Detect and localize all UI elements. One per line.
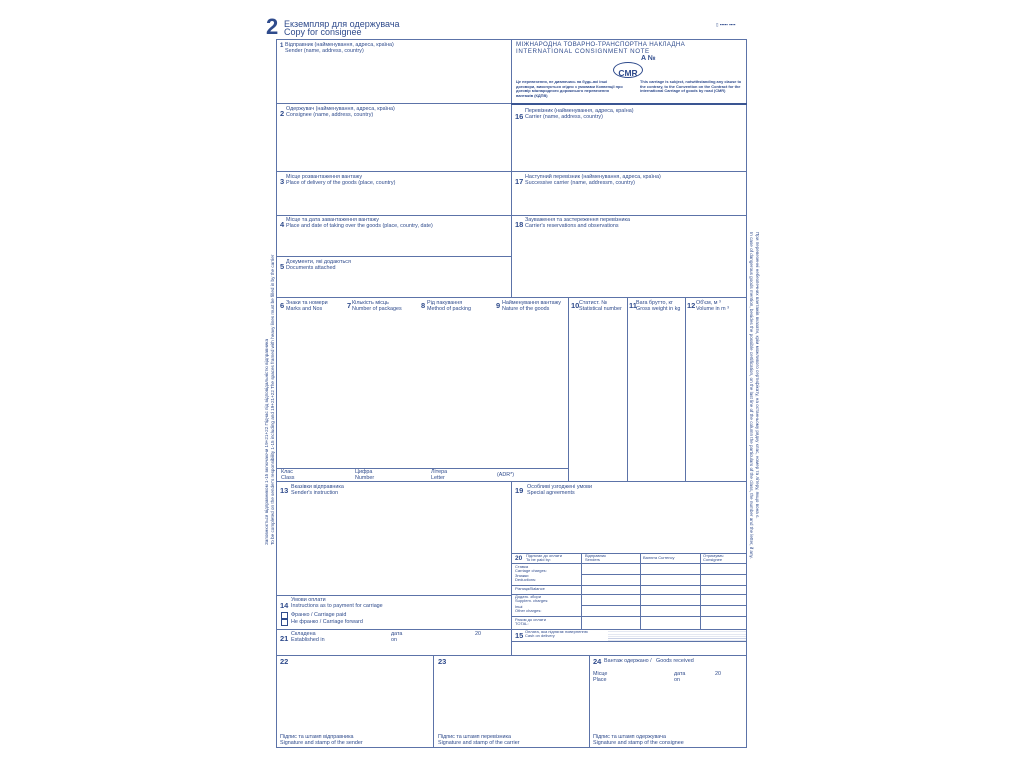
field-9-number: 9 <box>496 301 501 310</box>
consignment-number-label: A № <box>641 55 656 62</box>
side-note-left-en: To be completed on the sender's responsibility 1-15 including and 19+21+22 The spaces framed with heavy lines must be filled in by the carrier <box>270 254 275 545</box>
adr-number-ua: Цифра <box>355 469 373 475</box>
field-13-number: 13 <box>280 486 289 495</box>
established-date-input-area[interactable] <box>400 631 472 651</box>
field-21-label-ua: Складена <box>291 631 316 637</box>
top-right-code: ▯ ▪▪▪▪▪ ▪▪▪▪ <box>716 22 736 27</box>
divider-center-upper <box>511 39 512 297</box>
field-21-date-en: on <box>391 637 397 643</box>
adr-label: (ADR*) <box>497 472 515 478</box>
field-22-sig-en: Signature and stamp of the sender <box>280 740 363 746</box>
copy-label-en: Copy for consignee <box>284 27 362 37</box>
goods-col-10 <box>568 297 569 481</box>
field-5-label-en: Documents attached <box>286 265 336 271</box>
goods-col-11 <box>627 297 628 481</box>
divider-1-2 <box>276 103 512 104</box>
goods-description-input-area[interactable] <box>280 316 566 466</box>
row-balance: Різниця/Balance <box>515 586 545 591</box>
field-11-label-en: Gross weight in kg <box>636 306 681 312</box>
field-3-number: 3 <box>280 177 285 186</box>
field-22-number: 22 <box>280 657 289 666</box>
divider-signatures-top <box>276 655 747 656</box>
field-14-number: 14 <box>280 601 289 610</box>
field-12-label-ua: Об'єм, м ³ <box>696 300 721 306</box>
frame-bottom <box>276 747 747 748</box>
row-deductions-en: Deductions: <box>515 577 537 582</box>
field-8-label-en: Method of packing <box>427 306 472 312</box>
carriage-paid-checkbox[interactable] <box>281 612 288 619</box>
field-3-label-ua: Місце розвантаження вантажу <box>286 174 363 180</box>
established-in-input-area[interactable] <box>322 631 388 651</box>
field-1-label-ua: Відправник (найменування, адреса, країна) <box>285 42 394 48</box>
field-23-number: 23 <box>438 657 447 666</box>
adr-class-ua: Клас <box>281 469 293 475</box>
row-supplem-ua: Додатк. збори <box>515 594 541 599</box>
cash-on-delivery-hatched-area <box>608 630 746 641</box>
field-23-sig-en: Signature and stamp of the carrier <box>438 740 520 746</box>
carriage-paid-label: Франко / Carriage paid <box>291 612 347 618</box>
adr-letter-ua: Літера <box>431 469 448 475</box>
field-18-label-en: Carrier's reservations and observations <box>525 223 619 229</box>
divider-title-16 <box>511 103 747 105</box>
sender-input-area[interactable] <box>285 56 507 100</box>
field-19-label-en: Special agreements <box>527 490 575 496</box>
field-11-number: 11 <box>629 301 637 310</box>
volume-input-area[interactable] <box>688 316 744 479</box>
field-17-label-en: Successive carrier (name, addressm, country) <box>525 180 635 186</box>
adr-row-line <box>276 468 569 469</box>
copy-label-ua: Екземпляр для одержувача <box>284 19 400 29</box>
field-13-label-en: Sender's instruction <box>291 490 339 496</box>
field-5-label-ua: Документи, які додаються <box>286 259 351 265</box>
divider-16-17 <box>511 171 747 172</box>
field-20-payer-ua: Підлягає до оплати <box>526 553 562 558</box>
field-11-label-ua: Вага брутто, кг <box>636 300 673 306</box>
signature-col-24 <box>589 655 590 748</box>
field-21-number: 21 <box>280 634 289 643</box>
col-consignee-ua: Отримувач <box>703 553 724 558</box>
field-24-label-en: Goods received <box>656 658 694 664</box>
signature-col-23 <box>433 655 434 748</box>
frame-left <box>276 39 277 748</box>
successive-carrier-input-area[interactable] <box>520 189 742 213</box>
field-16-number: 16 <box>515 112 524 121</box>
field-24-place-ua: Місце <box>593 671 608 677</box>
field-24-sig-ua: Підпис та штамп одержувача <box>593 734 666 740</box>
field-4-number: 4 <box>280 220 285 229</box>
title-ua: МІЖНАРОДНА ТОВАРНО-ТРАНСПОРТНА НАКЛАДНА <box>516 41 686 48</box>
field-7-label-en: Number of packages <box>352 306 402 312</box>
row-carriage-ua: Ставка <box>515 564 529 569</box>
field-1-label-en: Sender (name, address, country) <box>285 48 364 54</box>
col-consignee-en: Consignee <box>703 557 723 562</box>
special-agreements-input-area[interactable] <box>520 498 742 550</box>
row-carriage-en: Carriage charges: <box>515 568 547 573</box>
field-24-date-ua: дата <box>674 671 686 677</box>
charges-table-input-area[interactable] <box>582 564 746 628</box>
field-24-label-ua: Вантаж одержано / <box>604 658 652 664</box>
divider-15-bottom <box>511 641 747 642</box>
field-10-label-en: Statistical number <box>579 306 622 312</box>
col-senders-ua: Відправник <box>585 553 606 558</box>
goods-col-12 <box>685 297 686 481</box>
divider-13-14 <box>276 595 512 596</box>
divider-2-3 <box>276 171 512 172</box>
field-1-number: 1 <box>280 43 284 49</box>
field-2-number: 2 <box>280 109 285 118</box>
field-20-number: 20 <box>515 555 523 562</box>
side-note-right-en: In case of dangerous goods mention, besides the possible certification, on the last line of the column the particulars of the class, the number and the letter, if any. <box>749 232 754 559</box>
adr-letter-en: Letter <box>431 475 445 481</box>
row-other-en: Other charges: <box>515 608 542 613</box>
goods-received-date-input[interactable] <box>684 671 714 683</box>
adr-class-en: Class <box>281 475 295 481</box>
field-8-label-ua: Рід пакування <box>427 300 463 306</box>
field-16-label-ua: Перевізник (найменування, адреса, країна) <box>525 108 634 114</box>
field-2-label-ua: Одержувач (найменування, адреса, країна) <box>286 106 395 112</box>
field-17-label-ua: Наступний перевізник (найменування, адреса, країна) <box>525 174 661 180</box>
field-9-label-en: Nature of the goods <box>502 306 550 312</box>
side-note-left-ua: Заповнюється відправником 1-15 включаючи 19+21+22 Підчас під відповідальністю відправника <box>264 338 269 545</box>
divider-3-4 <box>276 215 747 216</box>
field-21-date-ua: дата <box>391 631 403 637</box>
goods-received-place-input[interactable] <box>608 671 670 683</box>
field-24-place-en: Place <box>593 677 607 683</box>
field-24-number: 24 <box>593 657 602 666</box>
field-24-sig-en: Signature and stamp of the consignee <box>593 740 684 746</box>
notice-ua: Це перевезення, не дивлячись на будь-які інші договори, виконується згідно з умовами Конвенції про договір міжнародного дорожнього перевезення вантажів (КДПВ) <box>516 79 623 98</box>
field-10-label-ua: Статист. № <box>579 300 608 306</box>
field-12-label-en: Volume in m ³ <box>696 306 729 312</box>
delivery-place-input-area[interactable] <box>285 189 507 213</box>
gross-weight-input-area[interactable] <box>630 316 683 479</box>
col-currency: Валюта Currency <box>643 555 675 560</box>
cmr-logo <box>613 62 643 78</box>
field-14-label-ua: Умови оплати <box>291 597 326 603</box>
field-4-label-en: Place and date of taking over the goods (place, country, date) <box>286 223 433 229</box>
field-6-label-en: Marks and Nos <box>286 306 323 312</box>
field-18-label-ua: Зауваження та застереження перевізника <box>525 217 630 223</box>
field-5-number: 5 <box>280 262 285 271</box>
field-2-label-en: Consignee (name, address, country) <box>286 112 374 118</box>
divider-4-5 <box>276 256 512 257</box>
field-21-year: 20 <box>475 631 481 637</box>
statistical-number-input-area[interactable] <box>571 316 625 479</box>
field-10-number: 10 <box>571 301 580 310</box>
field-24-date-en: on <box>674 677 680 683</box>
documents-attached-input-area[interactable] <box>285 273 507 295</box>
cmr-logo-text: CMR <box>618 68 638 78</box>
sender-instruction-input-area[interactable] <box>285 498 507 592</box>
carrier-input-area[interactable] <box>520 122 742 168</box>
field-6-number: 6 <box>280 301 285 310</box>
field-3-label-en: Place of delivery of the goods (place, country) <box>286 180 396 186</box>
field-18-number: 18 <box>515 220 524 229</box>
field-24-year: 20 <box>715 671 721 677</box>
divider-goods-top <box>276 297 747 298</box>
field-4-label-ua: Місце та дата завантаження вантажу <box>286 217 379 223</box>
field-22-sig-ua: Підпис та штамп відправника <box>280 734 354 740</box>
field-15-label-ua: Оплата, яка підлягає поверненню <box>525 629 588 634</box>
row-deductions-ua: Знижки <box>515 573 529 578</box>
loading-place-date-input-area[interactable] <box>285 232 507 254</box>
carrier-reservations-input-area[interactable] <box>520 232 742 294</box>
field-13-label-ua: Вказівки відправника <box>291 484 344 490</box>
row-total-ua: Разом до сплати <box>515 617 546 622</box>
carrier-signature-area[interactable] <box>437 668 586 732</box>
field-7-number: 7 <box>347 301 352 310</box>
field-19-label-ua: Особливі узгоджені умови <box>527 484 593 490</box>
consignee-input-area[interactable] <box>285 121 507 168</box>
adr-number-en: Number <box>355 475 375 481</box>
title-en: INTERNATIONAL CONSIGNMENT NOTE <box>516 48 650 55</box>
sender-signature-area[interactable] <box>280 668 430 732</box>
notice-en: This carriage is subject, notwithstanding any clause to the contrary, to the Convention on the Contract for the international Carriage of goods by road (CMR) <box>640 79 742 94</box>
side-note-right-ua: При перевезенні небезпечних вантажів вказати, крім можливого сертифікату, на останньому рядку клас, номер та літеру, якщо вона є. <box>755 232 760 519</box>
field-15-label-en: Cash on delivery <box>525 633 555 638</box>
row-total-en: TOTAL: <box>515 621 529 626</box>
carriage-forward-label: Не франко / Carriage forward <box>291 619 363 625</box>
col-senders-en: Senders <box>585 557 600 562</box>
row-other-ua: Інші <box>515 604 523 609</box>
field-12-number: 12 <box>687 301 696 310</box>
consignee-signature-area[interactable] <box>593 686 743 732</box>
field-15-number: 15 <box>515 631 524 640</box>
field-20-payer-en: To be paid by: <box>526 557 551 562</box>
field-8-number: 8 <box>421 301 426 310</box>
row-supplem-en: Supplem. charges: <box>515 598 549 603</box>
field-23-sig-ua: Підпис та штамп перевізника <box>438 734 512 740</box>
field-9-label-ua: Найменування вантажу <box>502 300 561 306</box>
copy-number: 2 <box>266 14 279 39</box>
carriage-forward-checkbox[interactable] <box>281 619 288 626</box>
field-17-number: 17 <box>515 177 524 186</box>
field-6-label-ua: Знаки та номери <box>286 300 328 306</box>
field-14-label-en: Instructions as to payment for carriage <box>291 603 383 609</box>
field-21-label-en: Established in <box>291 637 325 643</box>
field-7-label-ua: Кількість місць <box>352 300 389 306</box>
field-19-number: 19 <box>515 486 524 495</box>
field-16-label-en: Carrier (name, address, country) <box>525 114 603 120</box>
